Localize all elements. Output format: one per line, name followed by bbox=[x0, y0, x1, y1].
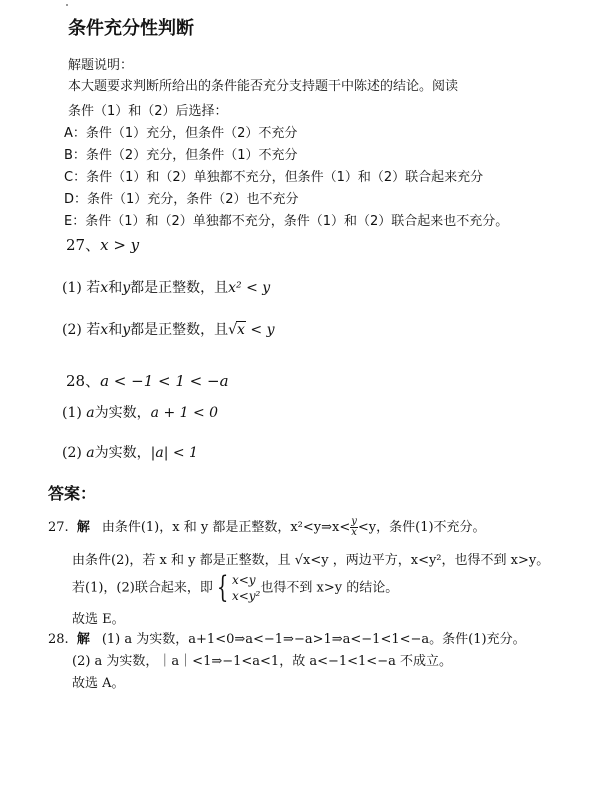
answers-heading: 答案： bbox=[48, 484, 97, 503]
answer-27-label: 27. bbox=[48, 520, 69, 535]
q28-cond2-prefix: (2) bbox=[62, 445, 87, 461]
q27-stem bbox=[66, 234, 139, 255]
answer-27-line2: 由条件(2)，若 x 和 y 都是正整数，且 √x<y ，两边平方，x<y²，也得不到 x>y。 bbox=[72, 553, 550, 568]
answer-28-line1 bbox=[48, 628, 526, 647]
q28-cond2-text: 为实数， bbox=[94, 445, 151, 461]
q28-stem bbox=[66, 370, 229, 391]
page-title: 条件充分性判断 bbox=[68, 18, 194, 39]
fraction-numerator: y bbox=[351, 516, 357, 527]
q27-cond1-math: x² < y bbox=[228, 280, 271, 296]
q27-condition-1 bbox=[62, 277, 270, 297]
q27-number: 27、 bbox=[66, 236, 101, 254]
answer-27-jie: 解 bbox=[76, 520, 90, 535]
answer-28-label: 28. bbox=[48, 632, 69, 647]
option-d: D：条件（1）充分，条件（2）也不充分 bbox=[64, 192, 299, 207]
q28-stem-math: a < −1 < 1 < −a bbox=[100, 372, 229, 390]
answer-28-line3: 故选 A。 bbox=[72, 676, 125, 691]
q27-cond2-sqrt: x bbox=[237, 322, 245, 338]
q27-cond1-text: 都是正整数，且 bbox=[130, 280, 229, 296]
left-brace-icon: { bbox=[216, 570, 229, 605]
q28-condition-1 bbox=[62, 402, 218, 422]
q27-condition-2 bbox=[62, 319, 274, 339]
q28-cond2-math: |a| < 1 bbox=[150, 445, 198, 461]
q27-cond2-text: 都是正整数，且 bbox=[130, 322, 229, 338]
answer-28-l1: (1) a 为实数，a+1<0⇒a<−1⇒−a>1⇒a<−1<1<−a。条件(1)充分。 bbox=[101, 632, 526, 647]
q28-cond1-prefix: (1) bbox=[62, 405, 87, 421]
q27-cond2-rest: < y bbox=[245, 322, 275, 338]
option-a: A：条件（1）充分，但条件（2）不充分 bbox=[64, 126, 298, 141]
q27-cond2-y: y bbox=[122, 322, 131, 338]
q28-cond1-math: a + 1 < 0 bbox=[150, 405, 219, 421]
instructions-line2: 条件（1）和（2）后选择： bbox=[68, 104, 228, 119]
answer-27-line3 bbox=[72, 572, 398, 604]
q27-cond1-prefix: (1) 若 bbox=[62, 280, 101, 296]
answer-27-l1a: 由条件(1)，x 和 y 都是正整数，x²<y⇒x< bbox=[101, 520, 351, 535]
q28-number: 28、 bbox=[66, 372, 101, 390]
q27-cond1-y: y bbox=[122, 280, 131, 296]
instructions-line1: 本大题要求判断所给出的条件能否充分支持题干中陈述的结论。阅读 bbox=[68, 79, 459, 94]
instructions-heading: 解题说明： bbox=[68, 58, 134, 73]
answer-27-system bbox=[232, 572, 260, 604]
q27-cond1-x: x bbox=[100, 280, 109, 296]
answer-27-l3a: 若(1)，(2)联合起来，即 bbox=[72, 580, 213, 596]
answer-27-line1 bbox=[48, 516, 486, 538]
q28-condition-2 bbox=[62, 442, 198, 462]
answer-27-line4: 故选 E。 bbox=[72, 612, 125, 627]
scan-speck bbox=[66, 4, 68, 6]
sqrt-symbol-icon: √ bbox=[228, 322, 238, 338]
q28-cond2-a: a bbox=[86, 445, 95, 461]
answer-28-jie: 解 bbox=[76, 632, 90, 647]
option-b: B：条件（2）充分，但条件（1）不充分 bbox=[64, 148, 298, 163]
q27-cond1-and: 和 bbox=[108, 280, 123, 296]
system-top: x<y bbox=[231, 573, 256, 587]
answer-27-l3b: 也得不到 x>y 的结论。 bbox=[260, 580, 399, 596]
q27-cond2-x: x bbox=[100, 322, 109, 338]
answer-28-line2: (2) a 为实数，｜a｜<1⇒−1<a<1，故 a<−1<1<−a 不成立。 bbox=[72, 654, 452, 669]
option-e: E：条件（1）和（2）单独都不充分，条件（1）和（2）联合起来也不充分。 bbox=[64, 214, 509, 229]
option-c: C：条件（1）和（2）单独都不充分，但条件（1）和（2）联合起来充分 bbox=[64, 170, 484, 185]
answer-27-l1b: <y，条件(1)不充分。 bbox=[357, 520, 486, 535]
q28-cond1-a: a bbox=[86, 405, 95, 421]
fraction-denominator: x bbox=[351, 527, 357, 538]
q27-stem-math: x > y bbox=[100, 236, 140, 254]
q27-cond2-prefix: (2) 若 bbox=[62, 322, 101, 338]
q27-cond2-and: 和 bbox=[108, 322, 123, 338]
system-bottom: x<y² bbox=[231, 589, 261, 603]
q28-cond1-text: 为实数， bbox=[94, 405, 151, 421]
answer-27-fraction bbox=[350, 517, 358, 538]
